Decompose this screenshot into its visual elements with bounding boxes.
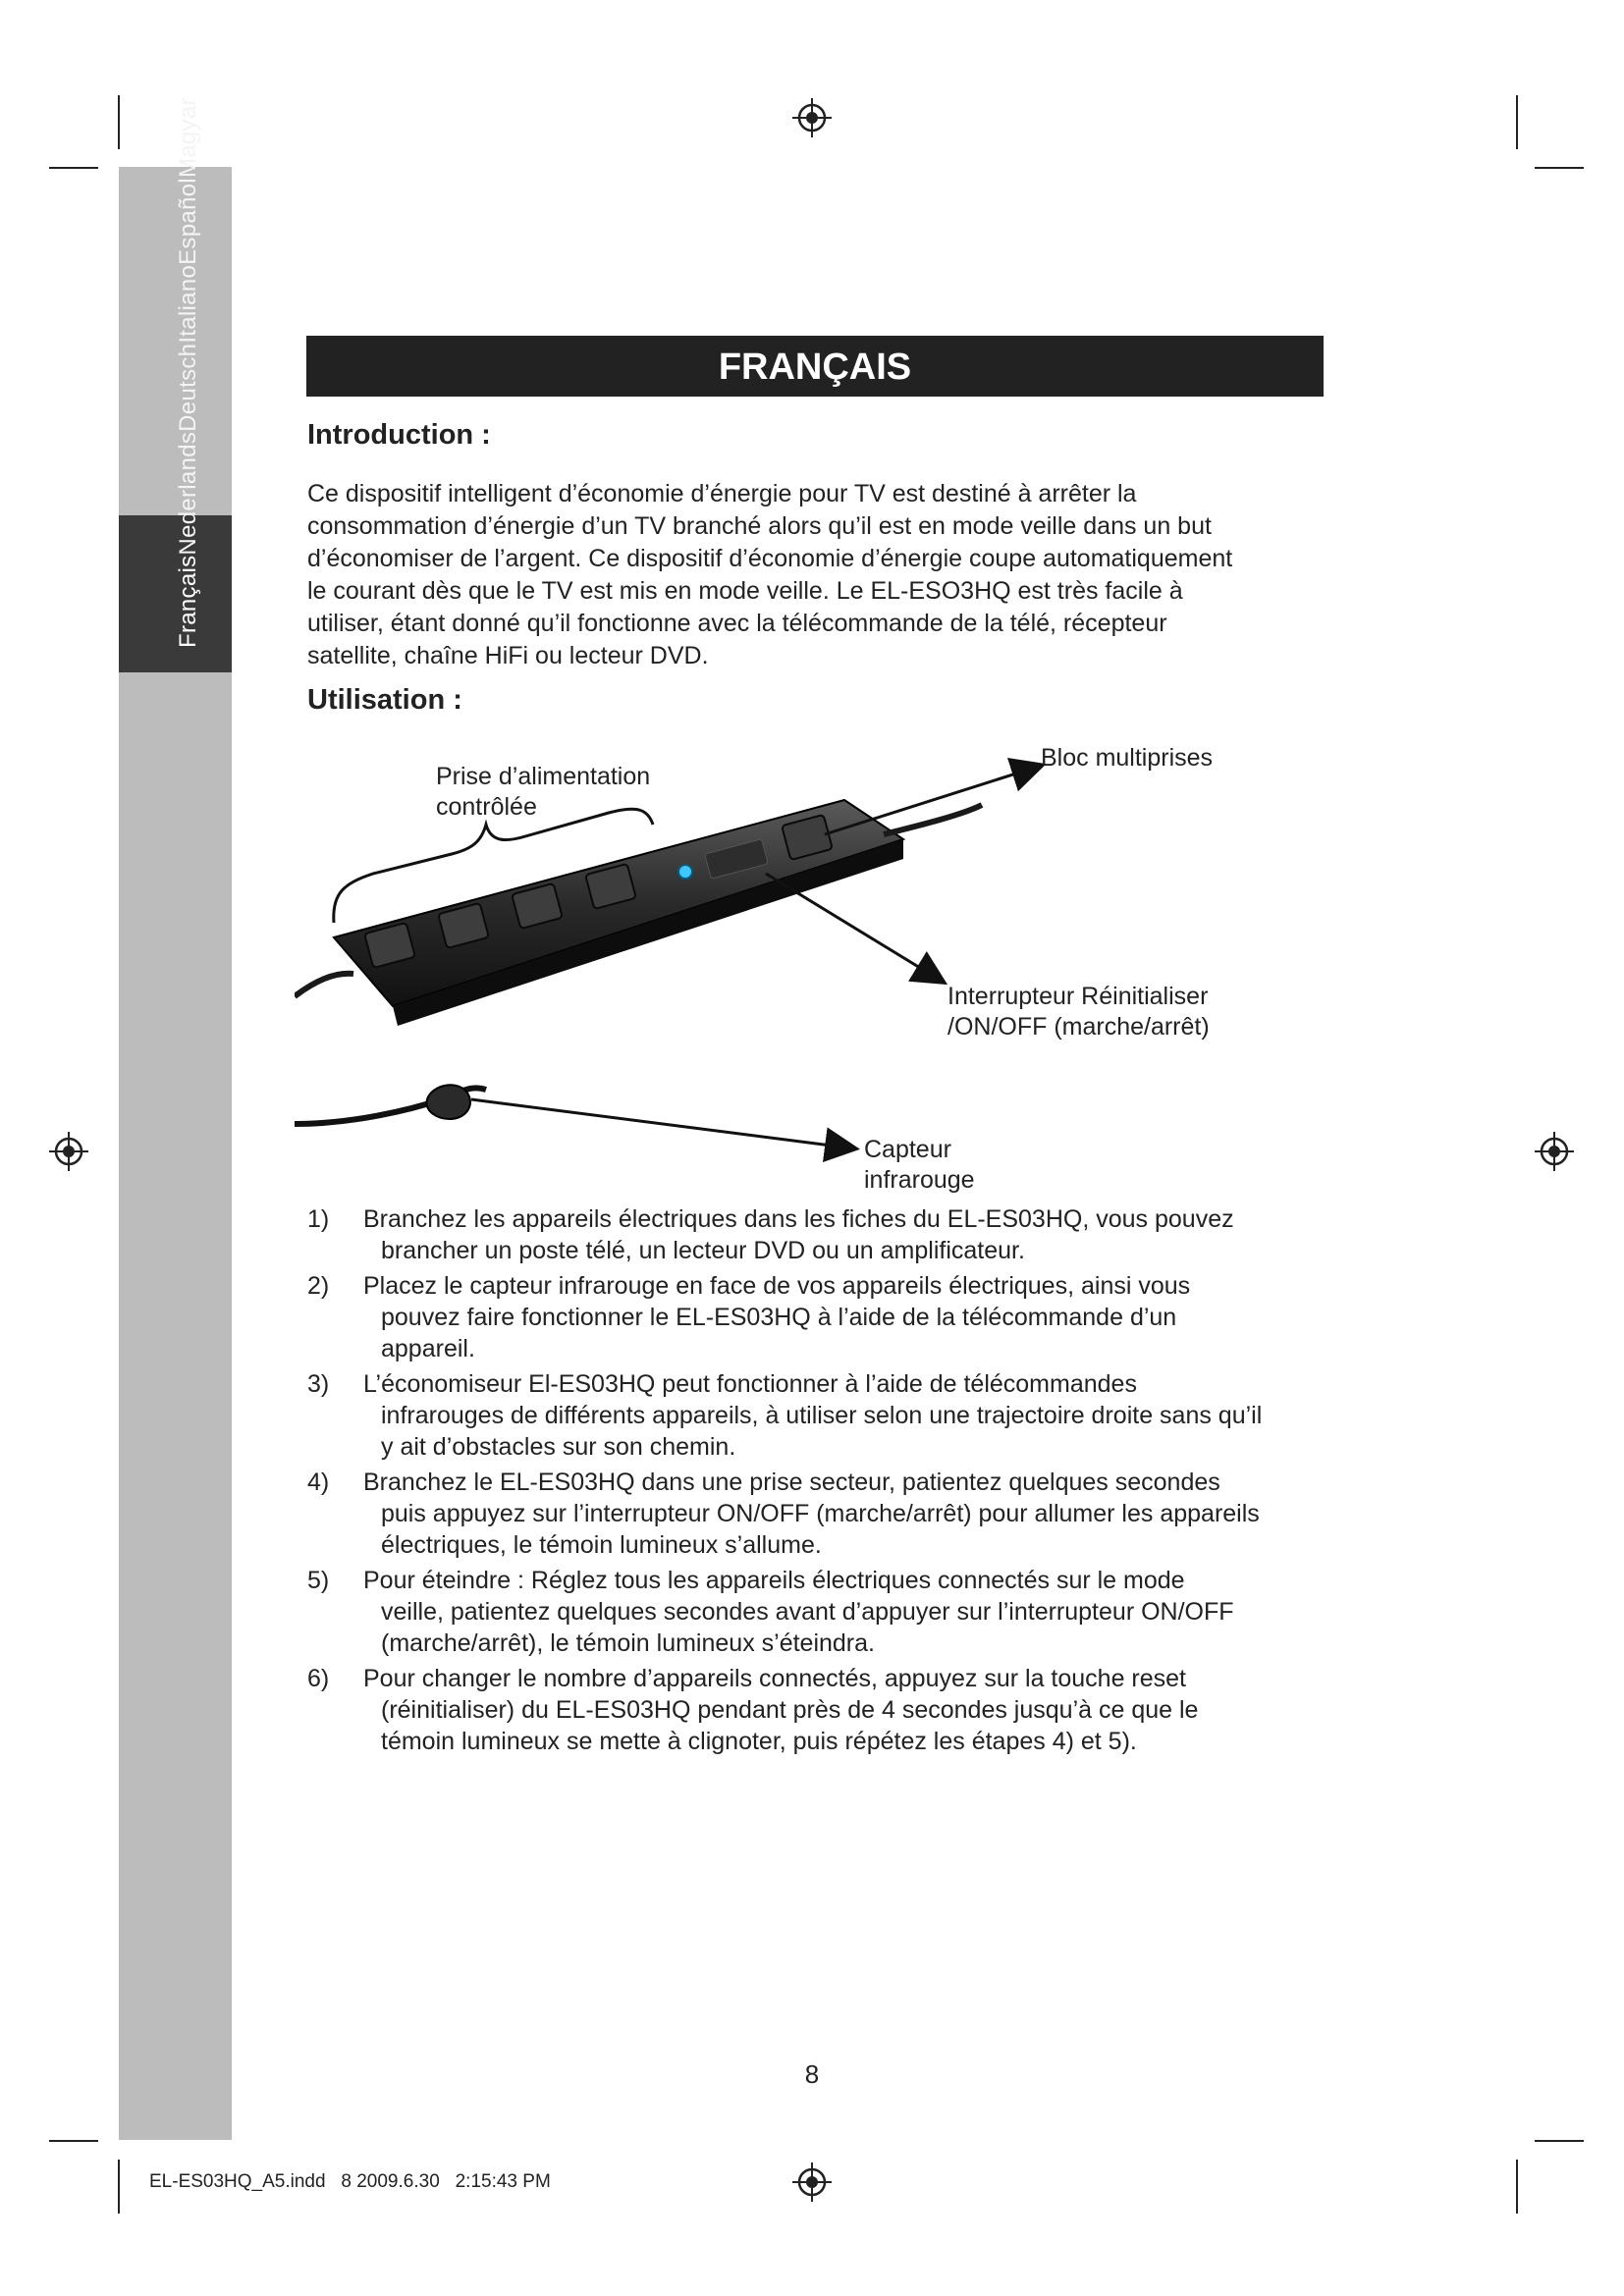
step-line: y ait d’obstacles sur son chemin.: [381, 1433, 736, 1461]
other-languages: NederlandsDeutschItalianoEspañolMagyar: [175, 97, 201, 556]
intro-line: d’économiser de l’argent. Ce dispositif d’économie d’énergie coupe automatiquement: [307, 545, 1233, 572]
step-line: (marche/arrêt), le témoin lumineux s’éteindra.: [381, 1629, 875, 1657]
step-line: (réinitialiser) du EL-ES03HQ pendant près de 4 secondes jusqu’à ce que le: [381, 1696, 1199, 1724]
indicator-led-icon: [678, 865, 692, 879]
list-item: [307, 1565, 1328, 1659]
registration-mark-icon: [49, 1132, 88, 1171]
intro-line: utiliser, étant donné qu’il fonctionne avec la télécommande de la télé, récepteur: [307, 610, 1167, 637]
callout-line: /ON/OFF (marche/arrêt): [947, 1013, 1210, 1041]
callout-line: Interrupteur Réinitialiser: [947, 983, 1209, 1010]
callout-line: Capteur: [864, 1136, 951, 1163]
utilisation-heading: Utilisation :: [307, 684, 462, 716]
step-line: appareil.: [381, 1335, 475, 1362]
step-line: pouvez faire fonctionner le EL-ES03HQ à l’aide de la télécommande d’un: [381, 1304, 1177, 1331]
crop-mark: [1535, 167, 1584, 169]
step-line: témoin lumineux se mette à clignoter, puis répétez les étapes 4) et 5).: [381, 1728, 1137, 1755]
step-number: 4): [307, 1468, 330, 1496]
crop-mark: [1516, 2160, 1518, 2214]
step-line: brancher un poste télé, un lecteur DVD ou un amplificateur.: [381, 1237, 1025, 1264]
intro-line: Ce dispositif intelligent d’économie d’énergie pour TV est destiné à arrêter la: [307, 480, 1137, 507]
intro-line: le courant dès que le TV est mis en mode veille. Le EL-ESO3HQ est très facile à: [307, 577, 1183, 605]
step-number: 3): [307, 1370, 330, 1398]
crop-mark: [49, 167, 98, 169]
registration-mark-icon: [792, 98, 832, 137]
reset-switch-arrow: [766, 874, 943, 982]
list-item: [307, 1270, 1328, 1364]
power-cord: [295, 974, 353, 996]
step-line: Pour changer le nombre d’appareils connectés, appuyez sur la touche reset: [363, 1665, 1187, 1692]
introduction-paragraph: [307, 478, 1319, 672]
crop-mark: [1516, 95, 1518, 149]
page-title: FRANÇAIS: [306, 336, 1324, 397]
ir-sensor-head: [427, 1085, 470, 1119]
introduction-heading: Introduction :: [307, 419, 491, 451]
active-language: Français: [175, 555, 201, 648]
step-line: électriques, le témoin lumineux s’allume.: [381, 1531, 822, 1559]
callout-line: contrôlée: [436, 793, 537, 821]
step-number: 2): [307, 1272, 330, 1300]
crop-mark: [118, 95, 120, 149]
list-item: [307, 1663, 1328, 1757]
instruction-steps: [307, 1203, 1328, 1761]
step-line: Placez le capteur infrarouge en face de vos appareils électriques, ainsi vous: [363, 1272, 1191, 1300]
crop-mark: [49, 2140, 98, 2142]
step-number: 1): [307, 1205, 330, 1233]
step-line: veille, patientez quelques secondes avant d’appuyer sur l’interrupteur ON/OFF: [381, 1598, 1234, 1626]
step-line: L’économiseur El-ES03HQ peut fonctionner à l’aide de télécommandes: [363, 1370, 1137, 1398]
registration-mark-icon: [1535, 1132, 1574, 1171]
ir-sensor-arrow: [471, 1099, 854, 1148]
print-slug-footer: EL-ES03HQ_A5.indd 8 2009.6.30 2:15:43 PM: [149, 2171, 551, 2192]
step-number: 6): [307, 1665, 330, 1692]
list-item: [307, 1467, 1328, 1561]
callout-power-strip: Bloc multiprises: [1041, 744, 1214, 772]
page-number: 8: [804, 2059, 820, 2089]
intro-line: satellite, chaîne HiFi ou lecteur DVD.: [307, 642, 709, 669]
callout-ir-sensor: [864, 1135, 975, 1196]
callout-reset-switch: [947, 982, 1210, 1042]
power-cord: [884, 805, 982, 834]
callout-controlled-outlet: [436, 762, 650, 823]
step-line: Pour éteindre : Réglez tous les appareils électriques connectés sur le mode: [363, 1567, 1185, 1594]
intro-line: consommation d’énergie d’un TV branché alors qu’il est en mode veille dans un but: [307, 512, 1212, 540]
step-number: 5): [307, 1567, 330, 1594]
crop-mark: [118, 2160, 120, 2214]
step-line: Branchez les appareils électriques dans les fiches du EL-ES03HQ, vous pouvez: [363, 1205, 1234, 1233]
callout-line: Prise d’alimentation: [436, 763, 651, 790]
registration-mark-icon: [792, 2163, 832, 2202]
side-tab-language-label: [175, 97, 202, 648]
crop-mark: [1535, 2140, 1584, 2142]
list-item: [307, 1203, 1328, 1266]
step-line: puis appuyez sur l’interrupteur ON/OFF (marche/arrêt) pour allumer les appareils: [381, 1500, 1260, 1527]
step-line: infrarouges de différents appareils, à utiliser selon une trajectoire droite sans qu’il: [381, 1402, 1263, 1429]
step-line: Branchez le EL-ES03HQ dans une prise secteur, patientez quelques secondes: [363, 1468, 1220, 1496]
list-item: [307, 1368, 1328, 1463]
callout-line: infrarouge: [864, 1166, 975, 1194]
